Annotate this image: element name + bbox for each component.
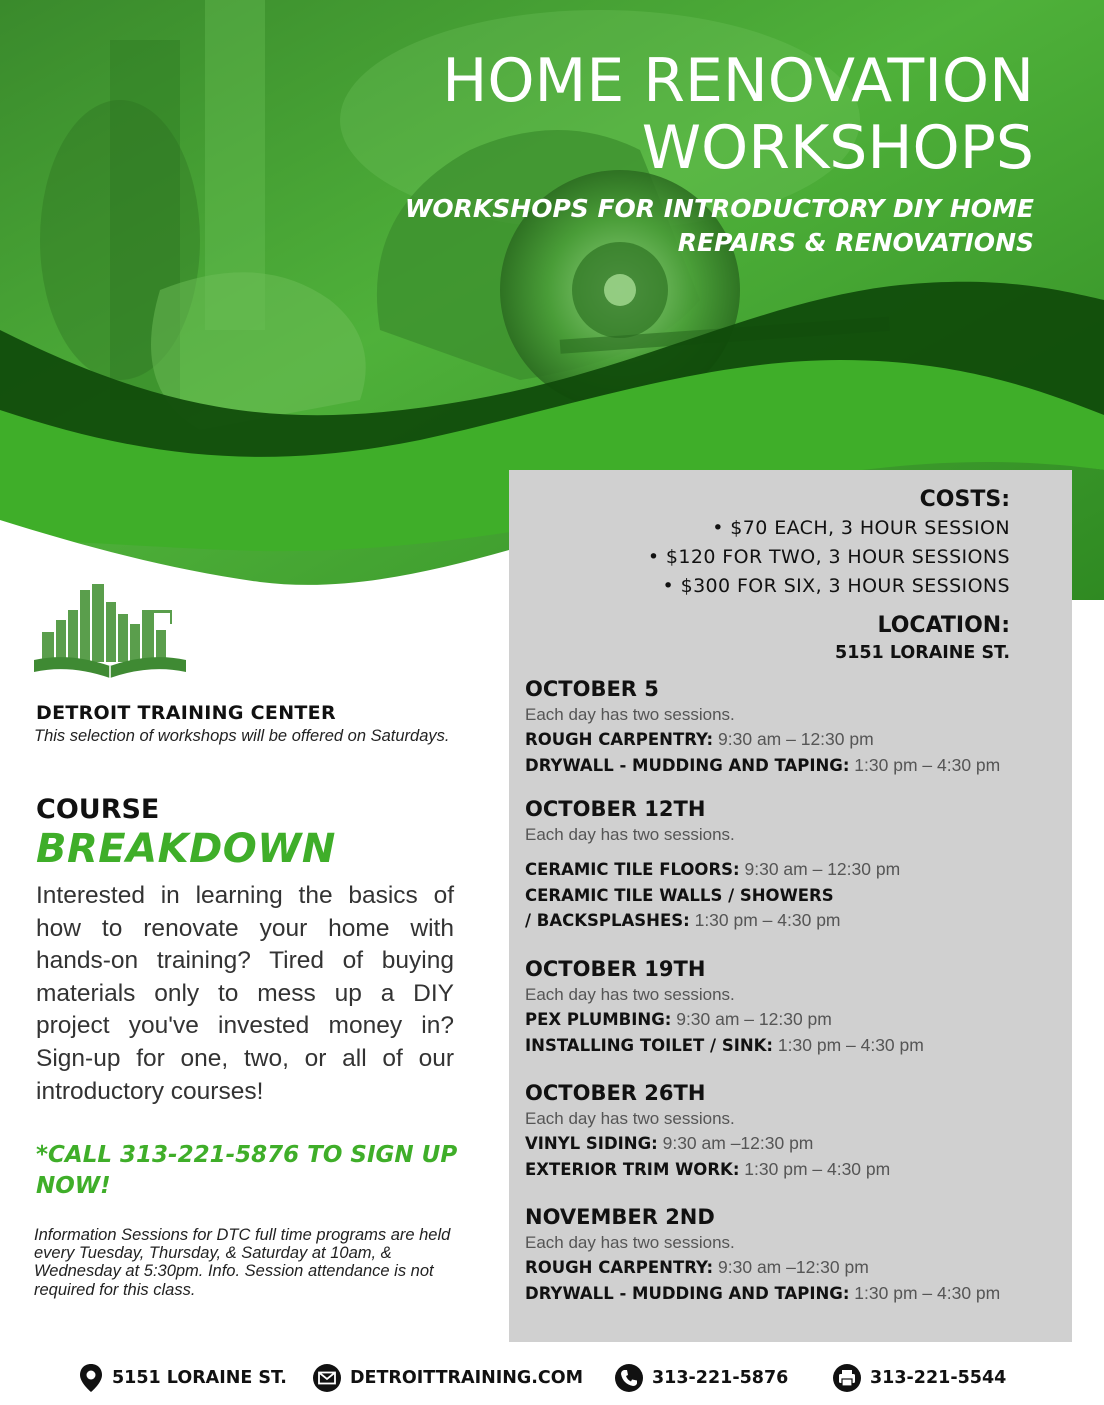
session-line xyxy=(525,727,1070,753)
session-line xyxy=(525,1007,1070,1033)
costs-section xyxy=(648,486,1010,601)
signup-call-to-action: *CALL 313-221-5876 TO SIGN UP NOW! xyxy=(36,1142,458,1199)
schedule-note: Each day has two sessions. xyxy=(525,1109,735,1128)
page-title xyxy=(334,48,1034,182)
schedule-day-nov-2 xyxy=(525,1203,1070,1306)
info-sessions-note: Information Sessions for DTC full time programs are held every Tuesday, Thursday, & Saturday at 10am, & Wednesday at 5:30pm. Info. Session attendance is not required for this class. xyxy=(34,1226,451,1299)
course-intro: Interested in learning the basics of how to renovate your home with hands-on training? Tired of buying materials only to mess up a DIY project you've invested money in? Sign-up for one, two, or all of our introductory courses! xyxy=(36,882,454,1105)
session-line xyxy=(525,753,1070,779)
session-name: ROUGH CARPENTRY: xyxy=(525,730,714,749)
schedule-date: OCTOBER 19TH xyxy=(525,957,706,981)
location-value: 5151 LORAINE ST. xyxy=(835,643,1010,663)
schedule-date: OCTOBER 26TH xyxy=(525,1081,706,1105)
session-time: 9:30 am – 12:30 pm xyxy=(713,729,874,749)
fax-icon xyxy=(832,1363,862,1393)
organization-note: This selection of workshops will be offered on Saturdays. xyxy=(34,727,450,745)
session-time: 1:30 pm – 4:30 pm xyxy=(849,754,1001,775)
location-heading: LOCATION: xyxy=(877,613,1010,638)
session-name: VINYL SIDING: xyxy=(525,1134,658,1153)
session-name: ROUGH CARPENTRY: xyxy=(525,1258,714,1277)
session-name: PEX PLUMBING: xyxy=(525,1010,672,1029)
footer-website-text[interactable]: DETROITTRAINING.COM xyxy=(350,1368,584,1388)
session-line xyxy=(525,1033,1070,1059)
location-section xyxy=(835,612,1010,666)
session-line xyxy=(525,1255,1070,1281)
costs-heading: COSTS: xyxy=(919,487,1010,512)
schedule-date: OCTOBER 5 xyxy=(525,677,659,701)
session-time: 1:30 pm – 4:30 pm xyxy=(739,1158,891,1179)
session-time: 1:30 pm – 4:30 pm xyxy=(849,1282,1001,1303)
session-line xyxy=(525,908,1070,934)
subtitle-line-1: WORKSHOPS FOR INTRODUCTORY DIY HOME xyxy=(404,194,1034,223)
session-name: / BACKSPLASHES: xyxy=(525,911,690,930)
envelope-icon xyxy=(312,1363,342,1393)
session-time: 9:30 am –12:30 pm xyxy=(657,1133,814,1153)
footer-phone xyxy=(614,1360,788,1396)
schedule-note: Each day has two sessions. xyxy=(525,985,735,1004)
organization-name: DETROIT TRAINING CENTER xyxy=(36,702,336,724)
footer-fax-text: 313-221-5544 xyxy=(870,1368,1007,1388)
footer-phone-text[interactable]: 313-221-5876 xyxy=(652,1368,789,1388)
schedule-note: Each day has two sessions. xyxy=(525,1233,735,1252)
schedule-day-oct-12 xyxy=(525,795,1070,934)
session-line xyxy=(525,1131,1070,1157)
page-subtitle xyxy=(314,192,1034,260)
cost-item: • $120 FOR TWO, 3 HOUR SESSIONS xyxy=(647,546,1010,568)
footer-address-text: 5151 LORAINE ST. xyxy=(112,1368,287,1388)
cost-item: • $300 FOR SIX, 3 HOUR SESSIONS xyxy=(662,575,1010,597)
session-name: CERAMIC TILE FLOORS: xyxy=(525,860,740,879)
location-pin-icon xyxy=(78,1363,104,1393)
session-name: DRYWALL - MUDDING AND TAPING: xyxy=(525,755,850,775)
session-line xyxy=(525,1157,1070,1183)
course-heading: COURSE xyxy=(36,794,160,825)
detroit-skyline-book-logo xyxy=(30,580,190,690)
schedule-day-oct-19 xyxy=(525,955,1070,1058)
schedule-date: NOVEMBER 2ND xyxy=(525,1205,715,1229)
session-time: 1:30 pm – 4:30 pm xyxy=(773,1034,924,1055)
session-time: 9:30 am – 12:30 pm xyxy=(739,859,901,879)
phone-icon xyxy=(614,1363,644,1393)
schedule-note: Each day has two sessions. xyxy=(525,705,735,724)
session-name: EXTERIOR TRIM WORK: xyxy=(525,1159,740,1179)
footer-fax xyxy=(832,1360,1006,1396)
session-line xyxy=(525,1281,1070,1307)
session-line xyxy=(525,883,1070,909)
course-heading-accent: BREAKDOWN xyxy=(36,826,336,872)
subtitle-line-2: REPAIRS & RENOVATIONS xyxy=(677,228,1034,257)
session-name: DRYWALL - MUDDING AND TAPING: xyxy=(525,1283,850,1303)
schedule-date: OCTOBER 12TH xyxy=(525,797,706,821)
title-line-1: HOME RENOVATION xyxy=(442,46,1034,116)
session-time: 1:30 pm – 4:30 pm xyxy=(689,910,841,930)
contact-footer xyxy=(0,1360,1104,1400)
schedule-note: Each day has two sessions. xyxy=(525,825,735,844)
schedule-day-oct-5 xyxy=(525,675,1070,778)
session-name: INSTALLING TOILET / SINK: xyxy=(525,1035,774,1055)
cost-item: • $70 EACH, 3 HOUR SESSION xyxy=(712,517,1010,539)
session-line xyxy=(525,857,1070,883)
session-name: CERAMIC TILE WALLS / SHOWERS xyxy=(525,885,834,905)
session-time: 9:30 am –12:30 pm xyxy=(713,1257,869,1277)
session-time: 9:30 am – 12:30 pm xyxy=(671,1009,832,1029)
footer-address xyxy=(78,1360,287,1396)
schedule-day-oct-26 xyxy=(525,1079,1070,1182)
footer-website xyxy=(312,1360,583,1396)
title-line-2: WORKSHOPS xyxy=(641,113,1034,183)
